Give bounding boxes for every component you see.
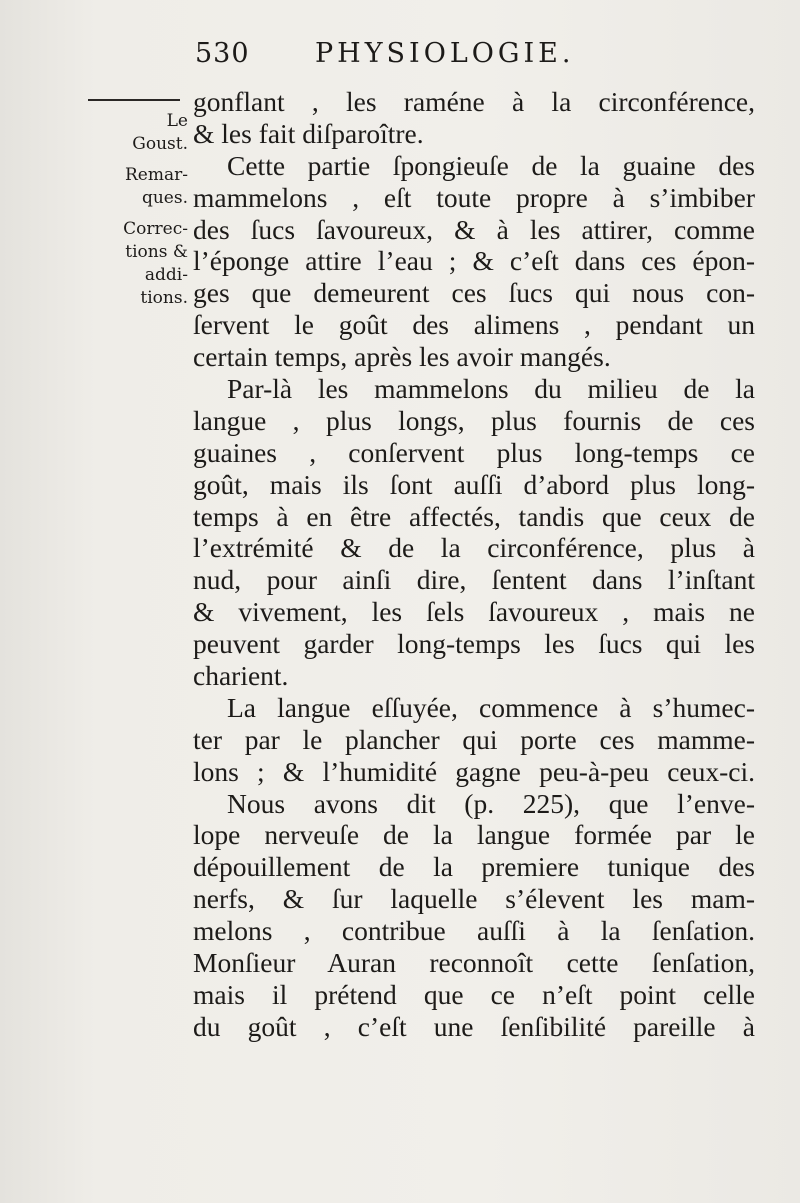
- text-line: peuvent garder long-temps les ſucs qui les: [193, 628, 755, 660]
- text-line: ges que demeurent ces ſucs qui nous con-: [193, 277, 755, 309]
- page-header: [195, 30, 755, 74]
- text-line: goût, mais ils ſont auſſi d’abord plus long-: [193, 468, 755, 500]
- marginal-note: [70, 218, 188, 310]
- text-line: & vivement, les ſels ſavoureux , mais ne: [193, 596, 755, 628]
- text-line: des ſucs ſavoureux, & à les attirer, comme: [193, 213, 755, 245]
- margin-rule: [88, 99, 180, 101]
- text-line: temps à en être affectés, tandis que ceux de: [193, 500, 755, 532]
- body-text: [193, 86, 755, 1043]
- text-line: lons ; & l’humidité gagne peu-à-peu ceux-ci.: [193, 755, 755, 787]
- marginal-notes: [70, 110, 188, 318]
- text-line: Par-là les mammelons du milieu de la: [227, 373, 755, 405]
- marginal-note-line: ques.: [141, 188, 188, 208]
- text-line: ter par le plancher qui porte ces mamme-: [193, 723, 755, 755]
- marginal-note-line: Goust.: [132, 134, 188, 154]
- text-line: & les fait diſparoître.: [193, 117, 424, 149]
- text-line: Cette partie ſpongieuſe de la guaine des: [227, 149, 755, 181]
- text-line: gonflant , les raméne à la circonférence,: [193, 86, 755, 117]
- text-line: Monſieur Auran reconnoît cette ſenſation,: [193, 947, 755, 979]
- text-line: mammelons , eſt toute propre à s’imbiber: [193, 181, 755, 213]
- text-line: l’extrémité & de la circonférence, plus à: [193, 532, 755, 564]
- text-line: langue , plus longs, plus fournis de ces: [193, 404, 755, 436]
- text-line: charient.: [193, 660, 289, 692]
- text-line: mais il prétend que ce n’eſt point celle: [193, 978, 755, 1010]
- marginal-note-line: Correc-: [123, 219, 188, 239]
- text-line: lope nerveuſe de la langue formée par le: [193, 819, 755, 851]
- text-line: guaines , conſervent plus long-temps ce: [193, 436, 755, 468]
- marginal-note-line: Le: [166, 111, 188, 131]
- text-line: nud, pour ainſi dire, ſentent dans l’inſtant: [193, 564, 755, 596]
- text-line: du goût , c’eſt une ſenſibilité pareille à: [193, 1010, 755, 1042]
- marginal-note-line: addi-: [144, 265, 188, 285]
- marginal-note: [70, 164, 188, 210]
- marginal-note-line: Remar-: [125, 165, 188, 185]
- text-line: dépouillement de la premiere tunique des: [193, 851, 755, 883]
- marginal-note-line: tions &: [125, 242, 188, 262]
- text-line: Nous avons dit (p. 225), que l’enve-: [227, 787, 755, 819]
- text-line: ſervent le goût des alimens , pendant un: [193, 309, 755, 341]
- text-line: melons , contribue auſſi à la ſenſation.: [193, 915, 755, 947]
- marginal-note: [70, 110, 188, 156]
- text-line: nerfs, & ſur laquelle s’élevent les mam-: [193, 883, 755, 915]
- marginal-note-line: tions.: [140, 288, 188, 308]
- running-title: PHYSIOLOGIE.: [315, 38, 575, 69]
- text-line: La langue eſſuyée, commence à s’humec-: [227, 691, 755, 723]
- page-number: 530: [195, 38, 250, 69]
- text-line: l’éponge attire l’eau ; & c’eſt dans ces épon-: [193, 245, 755, 277]
- text-line: certain temps, après les avoir mangés.: [193, 341, 611, 373]
